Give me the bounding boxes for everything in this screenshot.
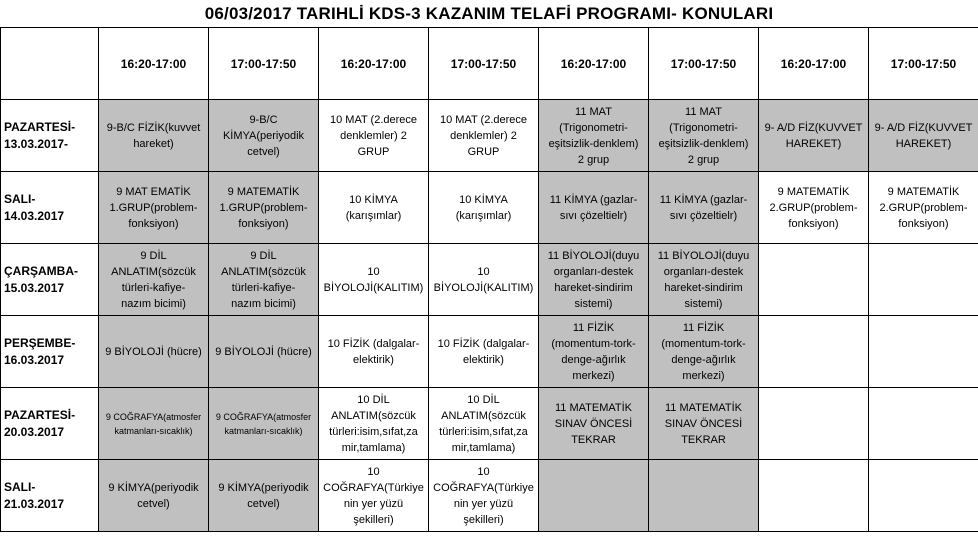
lesson-text: (karışımlar) bbox=[345, 209, 402, 222]
lesson-text: 2.GRUP(problem- bbox=[769, 201, 858, 214]
lesson-text: sistemi) bbox=[684, 297, 723, 310]
day-cell bbox=[1, 316, 99, 388]
lesson-cell bbox=[539, 244, 649, 316]
lesson-text: GRUP bbox=[357, 145, 390, 158]
lesson-text: denklemler) 2 bbox=[450, 129, 517, 142]
day-date: 13.03.2017- bbox=[4, 136, 69, 151]
lesson-cell bbox=[429, 100, 539, 172]
lesson-cell bbox=[319, 244, 429, 316]
lesson-cell bbox=[759, 100, 869, 172]
lesson-text: denge-ağırlık bbox=[671, 353, 736, 366]
lesson-text: 9 BİYOLOJİ (hücre) bbox=[105, 345, 202, 358]
lesson-text: 9-B/C bbox=[249, 113, 278, 126]
lesson-cell bbox=[539, 316, 649, 388]
lesson-text: organları-destek bbox=[663, 265, 744, 278]
lesson-text: (Trigonometri- bbox=[559, 121, 628, 134]
lesson-text: 11 BİYOLOJİ(duyu bbox=[547, 249, 640, 262]
lesson-cell bbox=[319, 316, 429, 388]
day-name: PAZARTESİ- bbox=[4, 119, 76, 134]
lesson-text: COĞRAFYA(Türkiye bbox=[433, 481, 534, 494]
empty-cell bbox=[649, 460, 759, 532]
lesson-cell bbox=[209, 100, 319, 172]
day-date: 21.03.2017 bbox=[4, 496, 65, 511]
day-date: 14.03.2017 bbox=[4, 208, 65, 223]
lesson-text: 10 KİMYA bbox=[349, 193, 398, 206]
schedule-row bbox=[1, 172, 978, 244]
lesson-cell bbox=[869, 100, 978, 172]
lesson-text: ANLATIM(sözcük bbox=[441, 409, 526, 422]
lesson-text: elektirik) bbox=[353, 353, 394, 366]
lesson-cell bbox=[99, 100, 209, 172]
lesson-cell bbox=[429, 388, 539, 460]
lesson-text: 10 FİZİK (dalgalar- bbox=[327, 337, 420, 350]
lesson-text: hareket-sindirim bbox=[554, 281, 633, 294]
lesson-text: 1.GRUP(problem- bbox=[219, 201, 308, 214]
day-date: 16.03.2017 bbox=[4, 352, 65, 367]
lesson-cell bbox=[99, 244, 209, 316]
lesson-text: sistemi) bbox=[574, 297, 613, 310]
lesson-text: 9 COĞRAFYA(atmosfer bbox=[215, 411, 312, 422]
lesson-text: türleri:isim,sıfat,za bbox=[439, 425, 528, 438]
day-name: PAZARTESİ- bbox=[4, 407, 76, 422]
lesson-text: (Trigonometri- bbox=[669, 121, 738, 134]
schedule-table bbox=[0, 27, 978, 532]
lesson-text: ANLATIM(sözcük bbox=[221, 265, 306, 278]
time-slot-header: 17:00-17:50 bbox=[649, 28, 759, 100]
lesson-text: 9 MATEMATİK bbox=[777, 185, 850, 198]
schedule-row bbox=[1, 316, 978, 388]
time-slot-header: 17:00-17:50 bbox=[209, 28, 319, 100]
lesson-text: 10 FİZİK (dalgalar- bbox=[437, 337, 530, 350]
lesson-text: 9- A/D FİZ(KUVVET bbox=[874, 121, 973, 134]
lesson-cell bbox=[209, 388, 319, 460]
day-name: SALI- bbox=[4, 479, 36, 494]
lesson-text: 9 BİYOLOJİ (hücre) bbox=[215, 345, 312, 358]
lesson-text: türleri:isim,sıfat,za bbox=[329, 425, 418, 438]
time-slot-header: 16:20-17:00 bbox=[319, 28, 429, 100]
lesson-text: şekilleri) bbox=[463, 513, 504, 526]
lesson-text: merkezi) bbox=[572, 369, 615, 382]
lesson-text: (momentum-tork- bbox=[661, 337, 746, 350]
lesson-text: denklemler) 2 bbox=[340, 129, 407, 142]
lesson-text: 9 DİL bbox=[250, 249, 277, 262]
lesson-text: 10 bbox=[477, 265, 490, 278]
day-date: 20.03.2017 bbox=[4, 424, 65, 439]
lesson-text: nin yer yüzü bbox=[453, 497, 514, 510]
lesson-text: 9 MAT EMATİK bbox=[116, 185, 191, 198]
lesson-text: mir,tamlama) bbox=[341, 441, 406, 454]
lesson-text: (momentum-tork- bbox=[551, 337, 636, 350]
lesson-text: SINAV ÖNCESİ bbox=[554, 417, 633, 430]
lesson-cell bbox=[99, 172, 209, 244]
lesson-cell bbox=[319, 388, 429, 460]
lesson-cell bbox=[649, 172, 759, 244]
day-name: ÇARŞAMBA- bbox=[4, 263, 78, 278]
time-slot-header: 16:20-17:00 bbox=[759, 28, 869, 100]
lesson-cell bbox=[759, 172, 869, 244]
lesson-text: türleri-kafiye- bbox=[121, 281, 186, 294]
time-slot-header: 17:00-17:50 bbox=[869, 28, 978, 100]
lesson-text: ANLATIM(sözcük bbox=[331, 409, 416, 422]
lesson-text: 1.GRUP(problem- bbox=[109, 201, 198, 214]
lesson-text: denge-ağırlık bbox=[561, 353, 626, 366]
day-cell bbox=[1, 100, 99, 172]
lesson-text: 10 bbox=[477, 465, 490, 478]
lesson-text: 2 grup bbox=[577, 153, 610, 166]
lesson-text: 9 MATEMATİK bbox=[227, 185, 300, 198]
lesson-text: organları-destek bbox=[553, 265, 634, 278]
lesson-cell bbox=[649, 100, 759, 172]
lesson-text: SINAV ÖNCESİ bbox=[664, 417, 743, 430]
lesson-cell bbox=[209, 460, 319, 532]
lesson-text: eşitsizlik-denklem) bbox=[658, 137, 749, 150]
corner-cell bbox=[1, 28, 99, 100]
lesson-cell bbox=[319, 172, 429, 244]
lesson-text: fonksiyon) bbox=[238, 217, 289, 230]
schedule-row bbox=[1, 388, 978, 460]
lesson-text: katmanları-sıcaklık) bbox=[114, 425, 193, 436]
schedule-row bbox=[1, 460, 978, 532]
lesson-cell bbox=[209, 316, 319, 388]
lesson-text: nazım bicimi) bbox=[121, 297, 186, 310]
lesson-text: 9 KİMYA(periyodik bbox=[218, 481, 309, 494]
lesson-text: COĞRAFYA(Türkiye bbox=[323, 481, 424, 494]
lesson-cell bbox=[429, 316, 539, 388]
lesson-text: cetvel) bbox=[247, 497, 280, 510]
lesson-text: 11 FİZİK bbox=[572, 321, 615, 334]
lesson-text: 11 MAT bbox=[685, 105, 722, 118]
lesson-text: 10 DİL bbox=[357, 393, 390, 406]
lesson-text: GRUP bbox=[467, 145, 500, 158]
empty-cell bbox=[869, 244, 978, 316]
lesson-cell bbox=[209, 172, 319, 244]
lesson-text: fonksiyon) bbox=[898, 217, 949, 230]
lesson-text: 10 bbox=[367, 265, 380, 278]
lesson-text: sıvı çözeltielr) bbox=[559, 209, 628, 222]
lesson-text: mir,tamlama) bbox=[451, 441, 516, 454]
day-cell bbox=[1, 172, 99, 244]
lesson-text: TEKRAR bbox=[571, 433, 616, 446]
lesson-text: türleri-kafiye- bbox=[231, 281, 296, 294]
lesson-text: fonksiyon) bbox=[788, 217, 839, 230]
lesson-text: 11 FİZİK bbox=[682, 321, 725, 334]
day-name: PERŞEMBE- bbox=[4, 335, 76, 350]
lesson-text: TEKRAR bbox=[681, 433, 726, 446]
lesson-text: BİYOLOJİ(KALITIM) bbox=[433, 281, 534, 294]
lesson-cell bbox=[539, 100, 649, 172]
lesson-text: (karışımlar) bbox=[455, 209, 512, 222]
lesson-text: 9 KİMYA(periyodik bbox=[108, 481, 199, 494]
lesson-cell bbox=[209, 244, 319, 316]
lesson-cell bbox=[99, 316, 209, 388]
lesson-text: 2 grup bbox=[687, 153, 720, 166]
lesson-text: 9 MATEMATİK bbox=[887, 185, 960, 198]
lesson-text: BİYOLOJİ(KALITIM) bbox=[323, 281, 424, 294]
lesson-text: KİMYA(periyodik bbox=[222, 129, 305, 142]
page-title: 06/03/2017 TARIHLİ KDS-3 KAZANIM TELAFİ PROGRAMI- KONULARI bbox=[204, 4, 774, 23]
lesson-cell bbox=[429, 244, 539, 316]
lesson-text: 11 MATEMATİK bbox=[664, 401, 742, 414]
empty-cell bbox=[869, 316, 978, 388]
lesson-cell bbox=[649, 388, 759, 460]
header-row bbox=[1, 28, 978, 100]
lesson-cell bbox=[319, 100, 429, 172]
day-name: SALI- bbox=[4, 191, 36, 206]
day-cell bbox=[1, 460, 99, 532]
lesson-text: 10 MAT (2.derece bbox=[329, 113, 418, 126]
lesson-cell bbox=[539, 172, 649, 244]
lesson-text: cetvel) bbox=[247, 145, 280, 158]
lesson-cell bbox=[649, 316, 759, 388]
lesson-text: 9 DİL bbox=[140, 249, 167, 262]
lesson-text: 9- A/D FİZ(KUVVET bbox=[764, 121, 863, 134]
lesson-cell bbox=[319, 460, 429, 532]
lesson-text: merkezi) bbox=[682, 369, 725, 382]
lesson-text: HAREKET) bbox=[785, 137, 842, 150]
time-slot-header: 17:00-17:50 bbox=[429, 28, 539, 100]
lesson-text: 11 MAT bbox=[575, 105, 612, 118]
empty-cell bbox=[759, 244, 869, 316]
lesson-text: 11 BİYOLOJİ(duyu bbox=[657, 249, 750, 262]
empty-cell bbox=[539, 460, 649, 532]
lesson-cell bbox=[99, 388, 209, 460]
empty-cell bbox=[869, 460, 978, 532]
lesson-text: hareket-sindirim bbox=[664, 281, 743, 294]
lesson-cell bbox=[869, 172, 978, 244]
empty-cell bbox=[869, 388, 978, 460]
lesson-text: 11 KİMYA (gazlar- bbox=[549, 193, 638, 206]
lesson-text: 10 DİL bbox=[467, 393, 500, 406]
lesson-text: HAREKET) bbox=[895, 137, 952, 150]
day-cell bbox=[1, 244, 99, 316]
empty-cell bbox=[759, 460, 869, 532]
lesson-text: 10 KİMYA bbox=[459, 193, 508, 206]
lesson-cell bbox=[429, 172, 539, 244]
lesson-cell bbox=[99, 460, 209, 532]
empty-cell bbox=[759, 316, 869, 388]
lesson-text: 10 bbox=[367, 465, 380, 478]
lesson-text: fonksiyon) bbox=[128, 217, 179, 230]
lesson-cell bbox=[649, 244, 759, 316]
lesson-text: 11 MATEMATİK bbox=[554, 401, 632, 414]
lesson-text: ANLATIM(sözcük bbox=[111, 265, 196, 278]
schedule-row bbox=[1, 244, 978, 316]
lesson-text: 2.GRUP(problem- bbox=[879, 201, 968, 214]
lesson-text: nin yer yüzü bbox=[343, 497, 404, 510]
lesson-cell bbox=[429, 460, 539, 532]
time-slot-header: 16:20-17:00 bbox=[539, 28, 649, 100]
time-slot-header: 16:20-17:00 bbox=[99, 28, 209, 100]
lesson-text: 9 COĞRAFYA(atmosfer bbox=[105, 411, 202, 422]
lesson-text: sıvı çözeltielr) bbox=[669, 209, 738, 222]
day-date: 15.03.2017 bbox=[4, 280, 65, 295]
empty-cell bbox=[759, 388, 869, 460]
day-cell bbox=[1, 388, 99, 460]
lesson-text: 9-B/C FİZİK(kuvvet hareket) bbox=[106, 121, 201, 150]
lesson-text: 11 KİMYA (gazlar- bbox=[659, 193, 748, 206]
lesson-text: nazım bicimi) bbox=[231, 297, 296, 310]
lesson-text: 10 MAT (2.derece bbox=[439, 113, 528, 126]
lesson-text: katmanları-sıcaklık) bbox=[224, 425, 303, 436]
lesson-text: elektirik) bbox=[463, 353, 504, 366]
schedule-row bbox=[1, 100, 978, 172]
lesson-cell bbox=[539, 388, 649, 460]
lesson-text: şekilleri) bbox=[353, 513, 394, 526]
lesson-text: cetvel) bbox=[137, 497, 170, 510]
lesson-text: eşitsizlik-denklem) bbox=[548, 137, 639, 150]
